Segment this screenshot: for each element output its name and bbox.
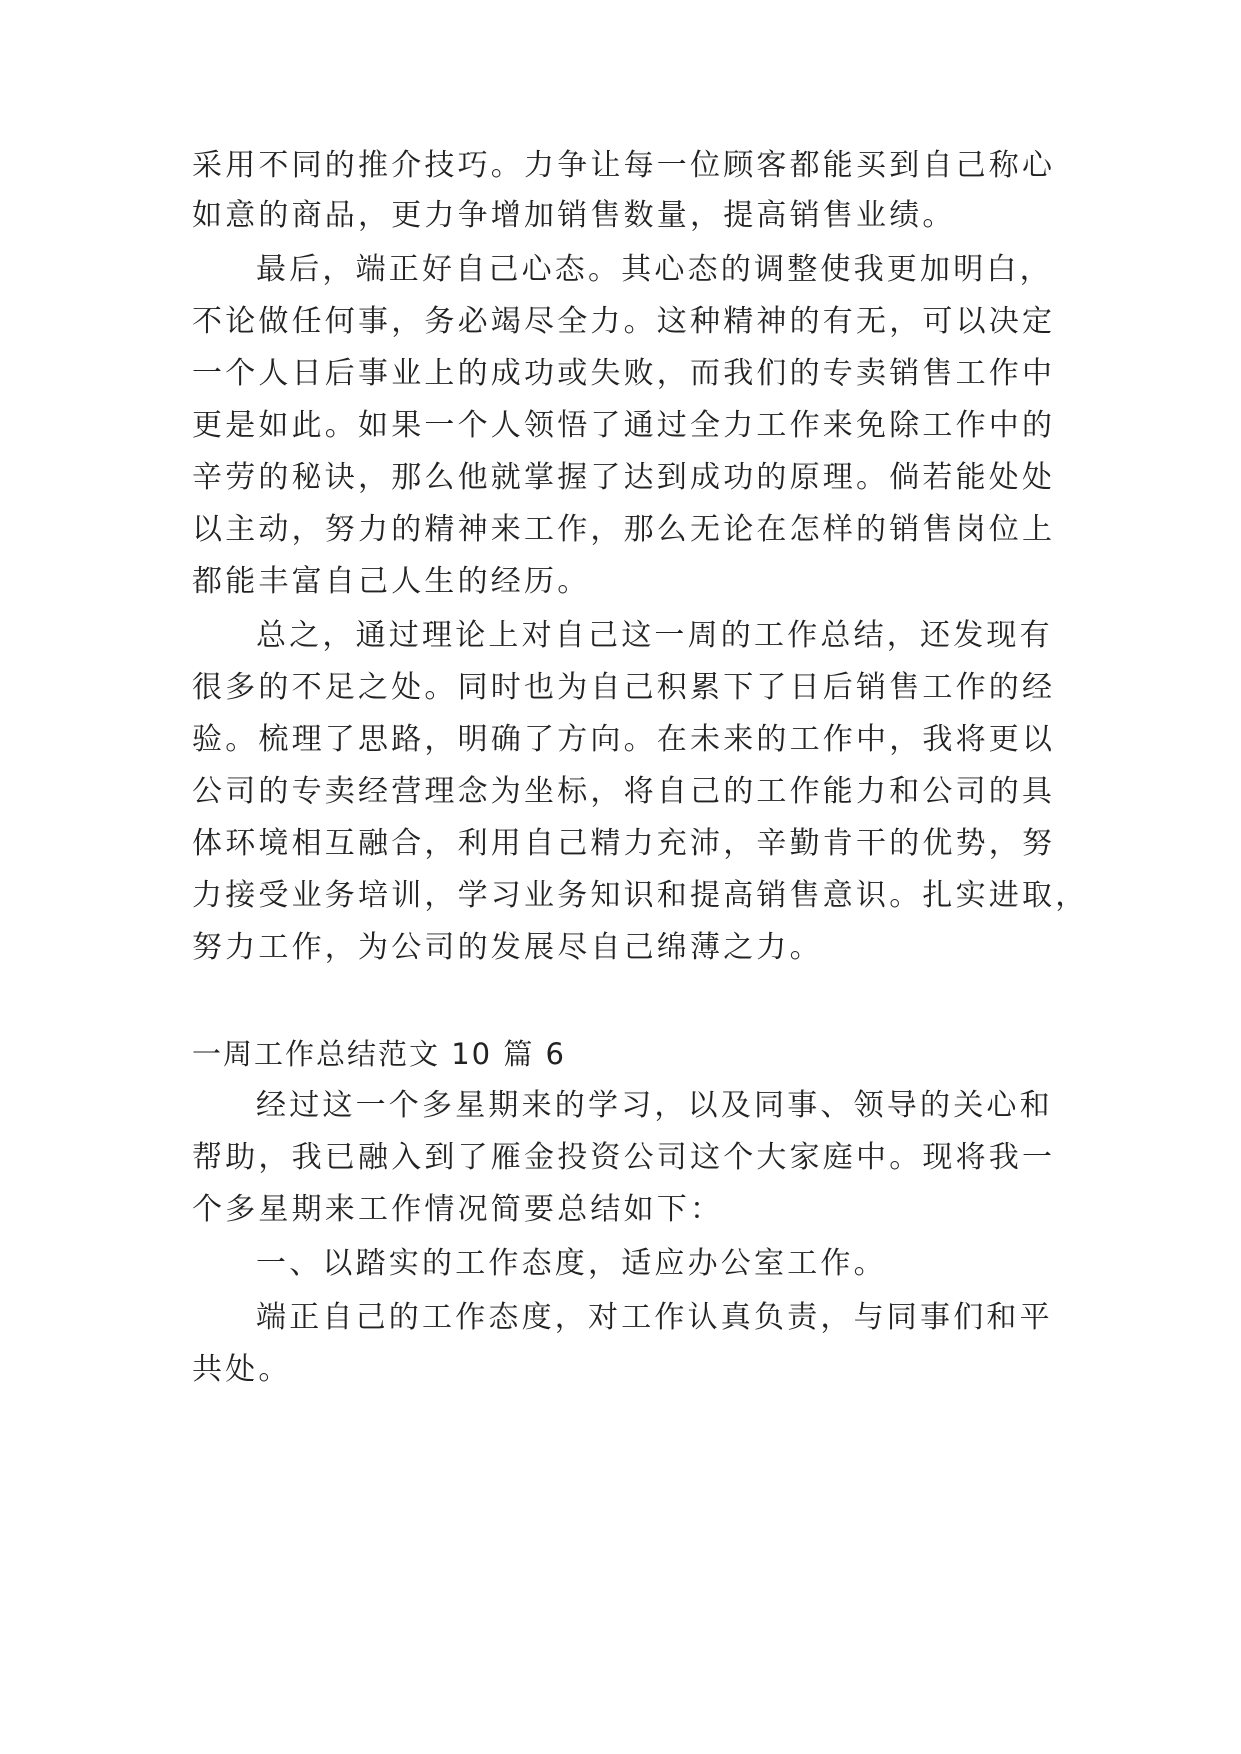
paragraph-line: 个多星期来工作情况简要总结如下：	[192, 1192, 724, 1227]
paragraph-line: 总之，通过理论上对自己这一周的工作总结，还发现有	[256, 618, 1053, 653]
paragraph-line: 一个人日后事业上的成功或失败，而我们的专卖销售工作中	[192, 356, 1056, 391]
paragraph-line: 经过这一个多星期来的学习，以及同事、领导的关心和	[256, 1088, 1053, 1123]
paragraph-line: 很多的不足之处。同时也为自己积累下了日后销售工作的经	[192, 670, 1056, 705]
paragraph-line: 公司的专卖经营理念为坐标，将自己的工作能力和公司的具	[192, 774, 1056, 809]
paragraph-line: 端正自己的工作态度，对工作认真负责，与同事们和平	[256, 1300, 1053, 1335]
paragraph-line: 更是如此。如果一个人领悟了通过全力工作来免除工作中的	[192, 408, 1056, 443]
paragraph-line: 努力工作，为公司的发展尽自己绵薄之力。	[192, 930, 823, 965]
paragraph-line: 最后，端正好自己心态。其心态的调整使我更加明白，	[256, 252, 1053, 287]
section-title: 一周工作总结范文 10 篇 6	[192, 1037, 567, 1071]
paragraph-line: 一、以踏实的工作态度，适应办公室工作。	[256, 1246, 887, 1281]
paragraph-line: 以主动，努力的精神来工作，那么无论在怎样的销售岗位上	[192, 512, 1056, 547]
paragraph-line: 采用不同的推介技巧。力争让每一位顾客都能买到自己称心	[192, 148, 1056, 183]
paragraph-line: 不论做任何事，务必竭尽全力。这种精神的有无，可以决定	[192, 304, 1056, 339]
paragraph-line: 帮助，我已融入到了雁金投资公司这个大家庭中。现将我一	[192, 1140, 1056, 1175]
paragraph-line: 体环境相互融合，利用自己精力充沛，辛勤肯干的优势，努	[192, 826, 1056, 861]
paragraph-line: 共处。	[192, 1352, 292, 1387]
paragraph-line: 都能丰富自己人生的经历。	[192, 564, 591, 599]
paragraph-line: 如意的商品，更力争增加销售数量，提高销售业绩。	[192, 198, 956, 233]
paragraph-line: 辛劳的秘诀，那么他就掌握了达到成功的原理。倘若能处处	[192, 460, 1056, 495]
paragraph-line: 力接受业务培训，学习业务知识和提高销售意识。扎实进取，	[192, 878, 1089, 913]
paragraph-line: 验。梳理了思路，明确了方向。在未来的工作中，我将更以	[192, 722, 1056, 757]
